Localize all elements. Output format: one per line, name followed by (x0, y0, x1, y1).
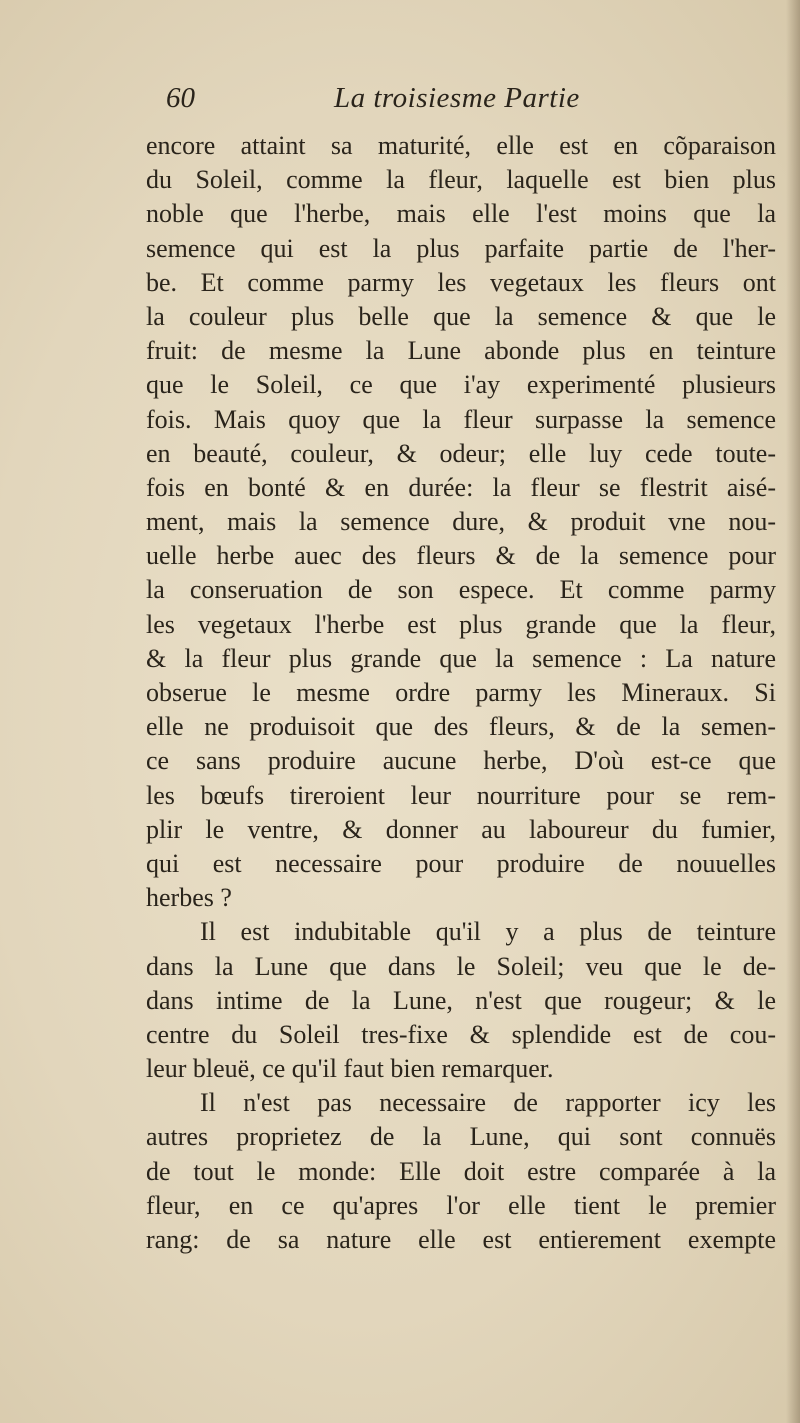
text-line: fois en bonté & en durée: la fleur se flestrit aisé- (146, 472, 776, 502)
paragraph-start-line: Il n'est pas necessaire de rapporter icy les (200, 1088, 776, 1118)
text-line: be. Et comme parmy les vegetaux les fleurs ont (146, 267, 776, 297)
text-line: que le Soleil, ce que i'ay experimenté plusieurs (146, 370, 776, 400)
text-line: la couleur plus belle que la semence & que le (146, 301, 776, 331)
text-line: fois. Mais quoy que la fleur surpasse la semence (146, 404, 776, 434)
text-line: du Soleil, comme la fleur, laquelle est bien plus (146, 165, 776, 195)
text-line: en beauté, couleur, & odeur; elle luy cede toute- (146, 438, 776, 468)
text-line: noble que l'herbe, mais elle l'est moins que la (146, 199, 776, 229)
text-line: dans intime de la Lune, n'est que rougeur; & le (146, 985, 776, 1015)
text-line: leur bleuë, ce qu'il faut bien remarquer. (146, 1054, 554, 1084)
page-header (162, 82, 782, 126)
text-line: obserue le mesme ordre parmy les Mineraux. Si (146, 678, 776, 707)
page-gutter-shadow (786, 0, 800, 1423)
text-line: fruit: de mesme la Lune abonde plus en teinture (146, 336, 776, 366)
text-line: uelle herbe auec des fleurs & de la semence pour (146, 541, 776, 571)
text-line: encore attaint sa maturité, elle est en cõparaison (146, 131, 776, 160)
text-line: rang: de sa nature elle est entierement exempte (146, 1225, 776, 1254)
text-line: les vegetaux l'herbe est plus grande que la fleur, (146, 609, 776, 639)
text-line: & la fleur plus grande que la semence : La nature (146, 643, 776, 673)
text-line: de tout le monde: Elle doit estre comparée à la (146, 1156, 776, 1186)
paragraph-start-line: Il est indubitable qu'il y a plus de teinture (200, 917, 776, 947)
text-line: autres proprietez de la Lune, qui sont connuës (146, 1122, 776, 1152)
text-line: dans la Lune que dans le Soleil; veu que le de- (146, 951, 776, 981)
text-line: les bœufs tireroient leur nourriture pour se rem- (146, 780, 776, 810)
text-line: herbes ? (146, 883, 232, 913)
text-line: qui est necessaire pour produire de nouuelles (146, 848, 776, 878)
running-title: La troisiesme Partie (334, 82, 580, 114)
body-text (146, 129, 776, 1257)
text-line: ce sans produire aucune herbe, D'où est-ce que (146, 746, 776, 776)
page-number: 60 (166, 82, 195, 114)
text-line: plir le ventre, & donner au laboureur du fumier, (146, 814, 776, 844)
text-line: ment, mais la semence dure, & produit vne nou- (146, 507, 776, 537)
text-line: elle ne produisoit que des fleurs, & de la semen- (146, 712, 776, 742)
text-line: semence qui est la plus parfaite partie de l'her- (146, 233, 776, 263)
text-line: la conseruation de son espece. Et comme parmy (146, 575, 776, 605)
text-line: centre du Soleil tres-fixe & splendide est de cou- (146, 1019, 776, 1049)
text-line: fleur, en ce qu'apres l'or elle tient le premier (146, 1190, 776, 1220)
